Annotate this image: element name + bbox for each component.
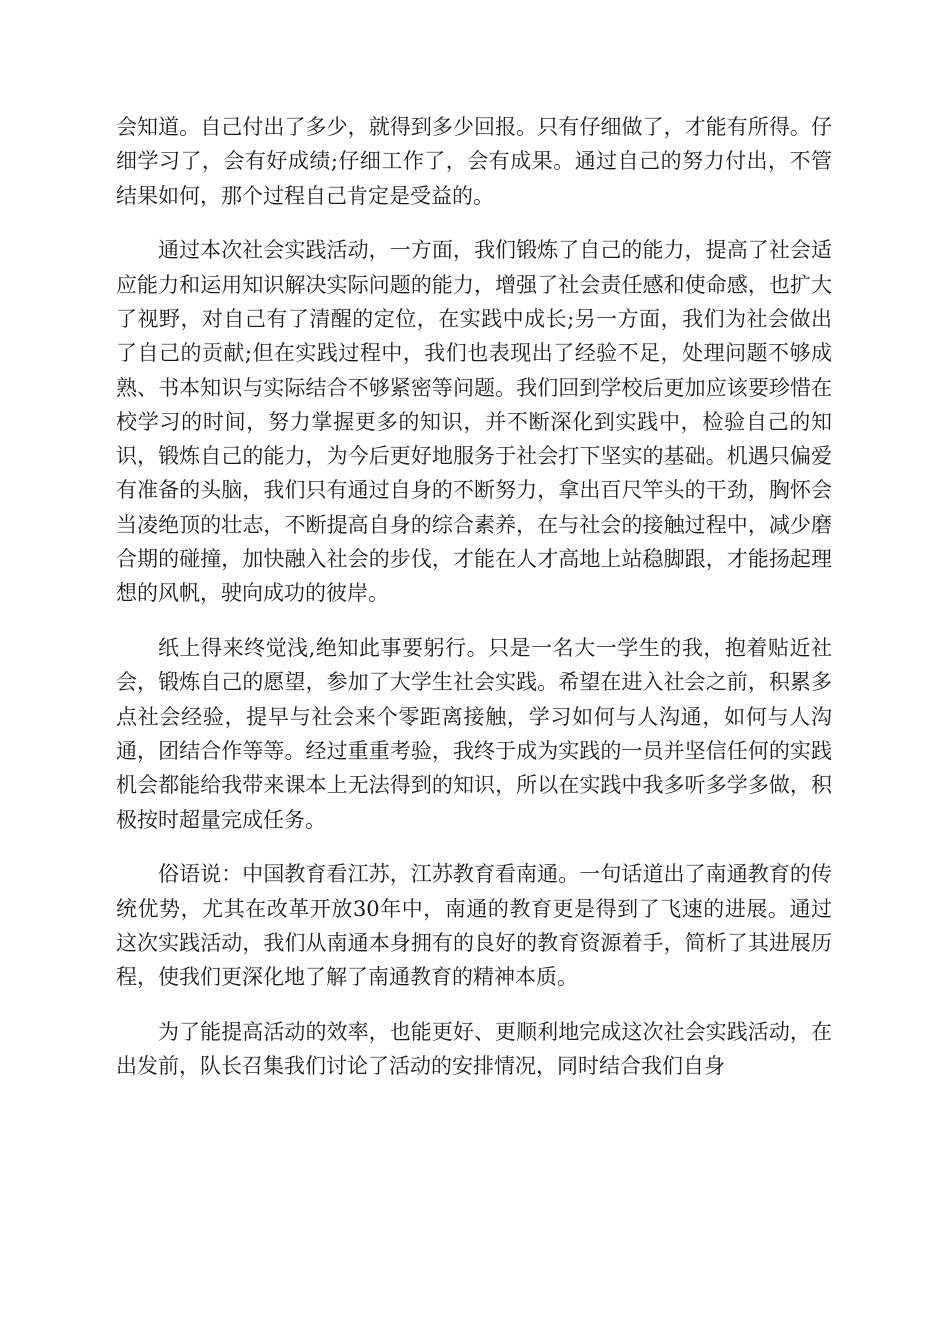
paragraph-nantong-education: 俗语说：中国教育看江苏，江苏教育看南通。一句话道出了南通教育的传统优势，尤其在改革开放30年中，南通的教育更是得到了飞速的进展。通过这次实践活动，我们从南通本身拥有的良好的教育资源着手，简析了其进展历程，使我们更深化地了解了南通教育的精神本质。 [116, 862, 832, 990]
document-page [116, 110, 832, 1104]
paragraph-continued: 会知道。自己付出了多少，就得到多少回报。只有仔细做了，才能有所得。仔细学习了，会有好成绩;仔细工作了，会有成果。通过自己的努力付出，不管结果如何，那个过程自己肯定是受益的。 [116, 115, 832, 208]
paragraph-practice-motivation: 纸上得来终觉浅,绝知此事要躬行。只是一名大一学生的我，抱着贴近社会，锻炼自己的愿望，参加了大学生社会实践。希望在进入社会之前，积累多点社会经验，提早与社会来个零距离接触，学习如何与人沟通，如何与人沟通，团结合作等等。经过重重考验，我终于成为实践的一员并坚信任何的实践机会都能给我带来课本上无法得到的知识，所以在实践中我多听多学多做，积极按时超量完成任务。 [116, 636, 832, 832]
paragraph-practice-summary: 通过本次社会实践活动，一方面，我们锻炼了自己的能力，提高了社会适应能力和运用知识解决实际问题的能力，增强了社会责任感和使命感，也扩大了视野，对自己有了清醒的定位，在实践中成长;另一方面，我们为社会做出了自己的贡献;但在实践过程中，我们也表现出了经验不足，处理问题不够成熟、书本知识与实际结合不够紧密等问题。我们回到学校后更加应该要珍惜在校学习的时间，努力掌握更多的知识，并不断深化到实践中，检验自己的知识，锻炼自己的能力，为今后更好地服务于社会打下坚实的基础。机遇只偏爱有准备的头脑，我们只有通过自身的不断努力，拿出百尺竿头的干劲，胸怀会当凌绝顶的壮志，不断提高自身的综合素养，在与社会的接触过程中，减少磨合期的碰撞，加快融入社会的步伐，才能在人才高地上站稳脚跟，才能扬起理想的风帆，驶向成功的彼岸。 [116, 238, 832, 606]
paragraph-activity-preparation: 为了能提高活动的效率，也能更好、更顺利地完成这次社会实践活动，在出发前，队长召集我们讨论了活动的安排情况，同时结合我们自身 [116, 1020, 832, 1079]
